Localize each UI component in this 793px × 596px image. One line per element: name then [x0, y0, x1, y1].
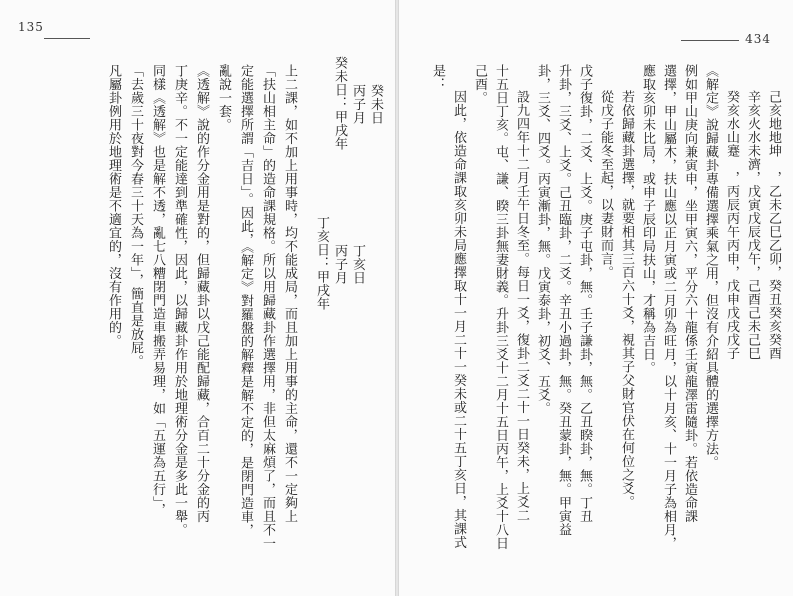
text-column: 「扶山相主命」的造命課規格。所以用歸藏卦作選擇用，非但太麻煩了，而且不一	[260, 64, 275, 550]
right-body-text: 辛亥火水未濟，戊寅戊辰戊午，己酉己未己巳	[745, 90, 760, 360]
left-body-text	[104, 64, 124, 584]
left-body-text	[170, 64, 190, 584]
text-column: 凡屬卦例用於地理術是不適宜的，沒有作用的。	[106, 64, 121, 348]
right-body-text: 升卦，三爻、上爻。己丑臨卦，二爻。辛丑小過卦，無。癸丑蒙卦，無。甲寅益	[556, 64, 571, 537]
left-body-text	[192, 64, 212, 584]
text-column: 丁庚辛。不一定能達到準確性，因此，以歸藏卦作用於地理術分金是多此一舉。	[172, 64, 187, 537]
text-column: 亂說一套。	[216, 64, 231, 132]
right-body-text: 癸亥水山蹇 ，丙辰丙午丙申，戊申戊戌戊子	[724, 90, 739, 360]
text-column: 「去歲三十夜對今春三十天為一年」，簡直是放屁。	[128, 64, 143, 368]
text-column: 定能選擇所謂「吉日」。因此，《解定》對羅盤的解釋是解不定的，是閉門造車，	[238, 64, 253, 537]
page-number: 434	[745, 32, 771, 46]
right-body-text: 應取亥卯未比局，或申子辰印局扶山，才稱為吉日。	[640, 64, 655, 375]
left-body-text	[236, 64, 256, 584]
text-column: 上二課，如不加上用事時，均不能成局，而且加上用事的主命，還不一定夠上	[282, 64, 297, 523]
date-pillar: 丁亥日：甲戌年	[314, 216, 329, 311]
right-body-text: 己亥地地坤 ，乙未乙巳乙卯，癸丑癸亥癸酉	[766, 90, 781, 360]
left-body-text	[148, 64, 168, 584]
right-body-text: 十五日丁亥。屯、謙、睽三卦無妻財義。升卦三爻十二月十五日丙午，上爻十八日	[493, 64, 508, 550]
left-body-text	[214, 64, 234, 584]
right-body-text: 《解定》說歸藏卦專備選擇乘氣之用，但沒有介紹具體的選擇方法。	[703, 64, 718, 469]
right-body-text: 是：	[430, 64, 445, 91]
left-body-text	[280, 64, 300, 584]
date-pillar: 癸未日：甲戌年	[332, 56, 347, 151]
right-page	[399, 0, 793, 596]
text-column: 同樣《透解》也是解不透，亂七八糟閉門造車搬弄易理，如「五運為五行」，	[150, 64, 165, 517]
header-rule	[44, 38, 90, 39]
text-column: 《透解》說的作分金用是對的，但歸藏卦以戊己能配歸藏，合百二十分金的丙	[194, 64, 209, 523]
date-pillar: 丁亥日	[350, 244, 365, 285]
page-number: 135	[18, 20, 44, 34]
right-body-text: 例如甲山庚向兼寅申，坐甲寅六，平分六十龍係壬寅龍澤雷隨卦。若依造命課	[682, 64, 697, 523]
right-body-text: 選擇，甲山屬木，扶山應以正月寅或二月卯為旺月，以十月亥、十一月子為相月，	[661, 64, 676, 550]
right-body-text: 卦，三爻、四爻。丙寅漸卦，無。戊寅泰卦，初爻、五爻。	[535, 64, 550, 415]
date-pillar: 丙子月	[350, 84, 365, 125]
date-pillar: 癸未日	[368, 84, 383, 125]
right-body-text: 若依歸藏卦選擇，就要相其三百六十爻，視其子父財官伏在何位之爻。	[619, 90, 634, 509]
right-body-text: 設九四年十二月壬午日冬至。每日一爻，復卦二爻二十一日癸未，上爻二	[514, 90, 529, 522]
left-page	[0, 0, 395, 596]
left-body-text	[258, 64, 278, 584]
header-rule	[681, 40, 739, 41]
right-body-text: 戊子復卦，二爻、上爻。庚子屯卦，無。壬子謙卦，無。乙丑睽卦，無。丁丑	[577, 64, 592, 523]
right-body-text: 己酉。	[472, 64, 487, 105]
right-body-text: 從戊子能冬至起，以妻財而言。	[598, 90, 613, 279]
date-pillar: 丙子月	[332, 244, 347, 285]
left-body-text	[126, 64, 146, 584]
right-body-text: 因此，依造命課取亥卯未局應擇取十一月二十一癸未或二十五丁亥日，其課式	[451, 90, 466, 549]
